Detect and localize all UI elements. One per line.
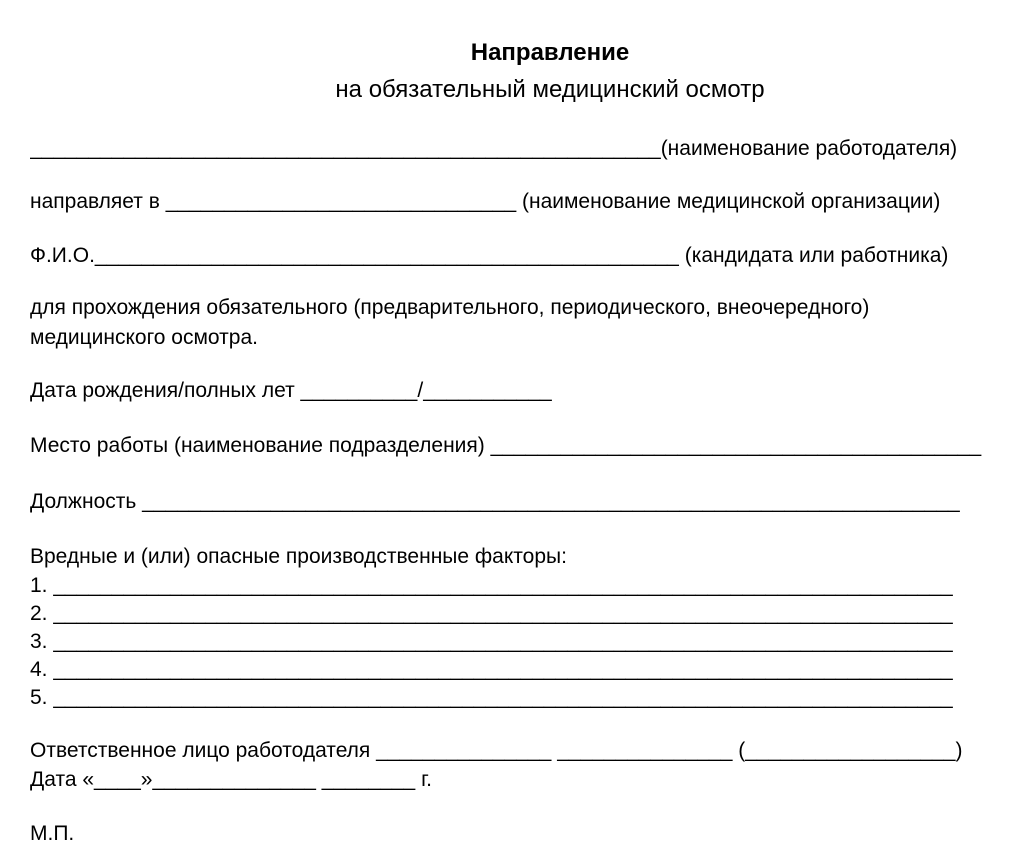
date-year-blank: ________: [321, 768, 416, 791]
responsible-name-blank: _______________: [557, 739, 733, 762]
hazard-item-4-blank: _____________________________________________________________________________: [53, 658, 953, 681]
position-line: [30, 489, 1024, 515]
hazard-item-3-number: 3.: [30, 630, 48, 653]
age-blank: ___________: [423, 379, 552, 402]
document-title: Направление: [470, 39, 630, 66]
employer-name-line: [30, 136, 1024, 162]
hazard-item-3-blank: _____________________________________________________________________________: [53, 630, 953, 653]
document-subtitle: на обязательный медицинский осмотр: [335, 76, 765, 103]
medical-org-line: [30, 189, 1024, 215]
birthdate-separator: /: [417, 379, 424, 402]
employer-name-caption: (наименование работодателя): [660, 137, 958, 160]
date-line: [30, 767, 1024, 793]
medical-org-label: направляет в: [30, 190, 160, 213]
hazard-item-1-blank: _____________________________________________________________________________: [53, 574, 953, 597]
hazard-item-5-number: 5.: [30, 686, 48, 709]
date-day-blank: «____»: [82, 768, 153, 791]
workplace-line: [30, 433, 1024, 459]
workplace-label: Место работы (наименование подразделения): [30, 434, 485, 457]
hazards-list: [30, 572, 1024, 712]
position-label: Должность: [30, 490, 137, 513]
hazard-item-4-number: 4.: [30, 658, 48, 681]
hazard-item-5-blank: _____________________________________________________________________________: [53, 686, 953, 709]
birthdate-label: Дата рождения/полных лет: [30, 379, 295, 402]
date-suffix: г.: [421, 768, 433, 791]
purpose-paragraph: для прохождения обязательного (предварительного, периодического, внеочередного) медицинского осмотра.: [30, 296, 870, 349]
employer-name-blank: ______________________________________________________: [30, 137, 661, 160]
medical-org-blank: ______________________________: [165, 190, 517, 213]
responsible-signature-blank: _______________: [376, 739, 552, 762]
workplace-blank: __________________________________________: [490, 434, 982, 457]
fio-caption: (кандидата или работника): [684, 244, 949, 267]
date-month-blank: ______________: [152, 768, 316, 791]
hazard-item-2-number: 2.: [30, 602, 48, 625]
hazard-item-2-blank: _____________________________________________________________________________: [53, 602, 953, 625]
fio-blank: __________________________________________________: [94, 244, 679, 267]
hazard-item-5: [30, 684, 1024, 712]
fio-label: Ф.И.О.: [30, 244, 95, 267]
fio-line: [30, 243, 1024, 269]
responsible-person-line: [30, 738, 1024, 764]
hazard-item-2: [30, 600, 1024, 628]
birthdate-blank: __________: [300, 379, 418, 402]
responsible-person-label: Ответственное лицо работодателя: [30, 739, 371, 762]
hazards-heading: Вредные и (или) опасные производственные факторы:: [30, 545, 567, 568]
responsible-paren-blank: (__________________): [738, 739, 963, 762]
hazard-item-1-number: 1.: [30, 574, 48, 597]
birthdate-line: [30, 378, 1024, 404]
hazard-item-1: [30, 572, 1024, 600]
hazard-item-3: [30, 628, 1024, 656]
medical-org-caption: (наименование медицинской организации): [521, 190, 941, 213]
stamp-mark: М.П.: [30, 822, 75, 845]
hazard-item-4: [30, 656, 1024, 684]
date-label: Дата: [30, 768, 77, 791]
document-header: [53, 38, 1024, 105]
position-blank: ______________________________________________________________________: [142, 490, 960, 513]
